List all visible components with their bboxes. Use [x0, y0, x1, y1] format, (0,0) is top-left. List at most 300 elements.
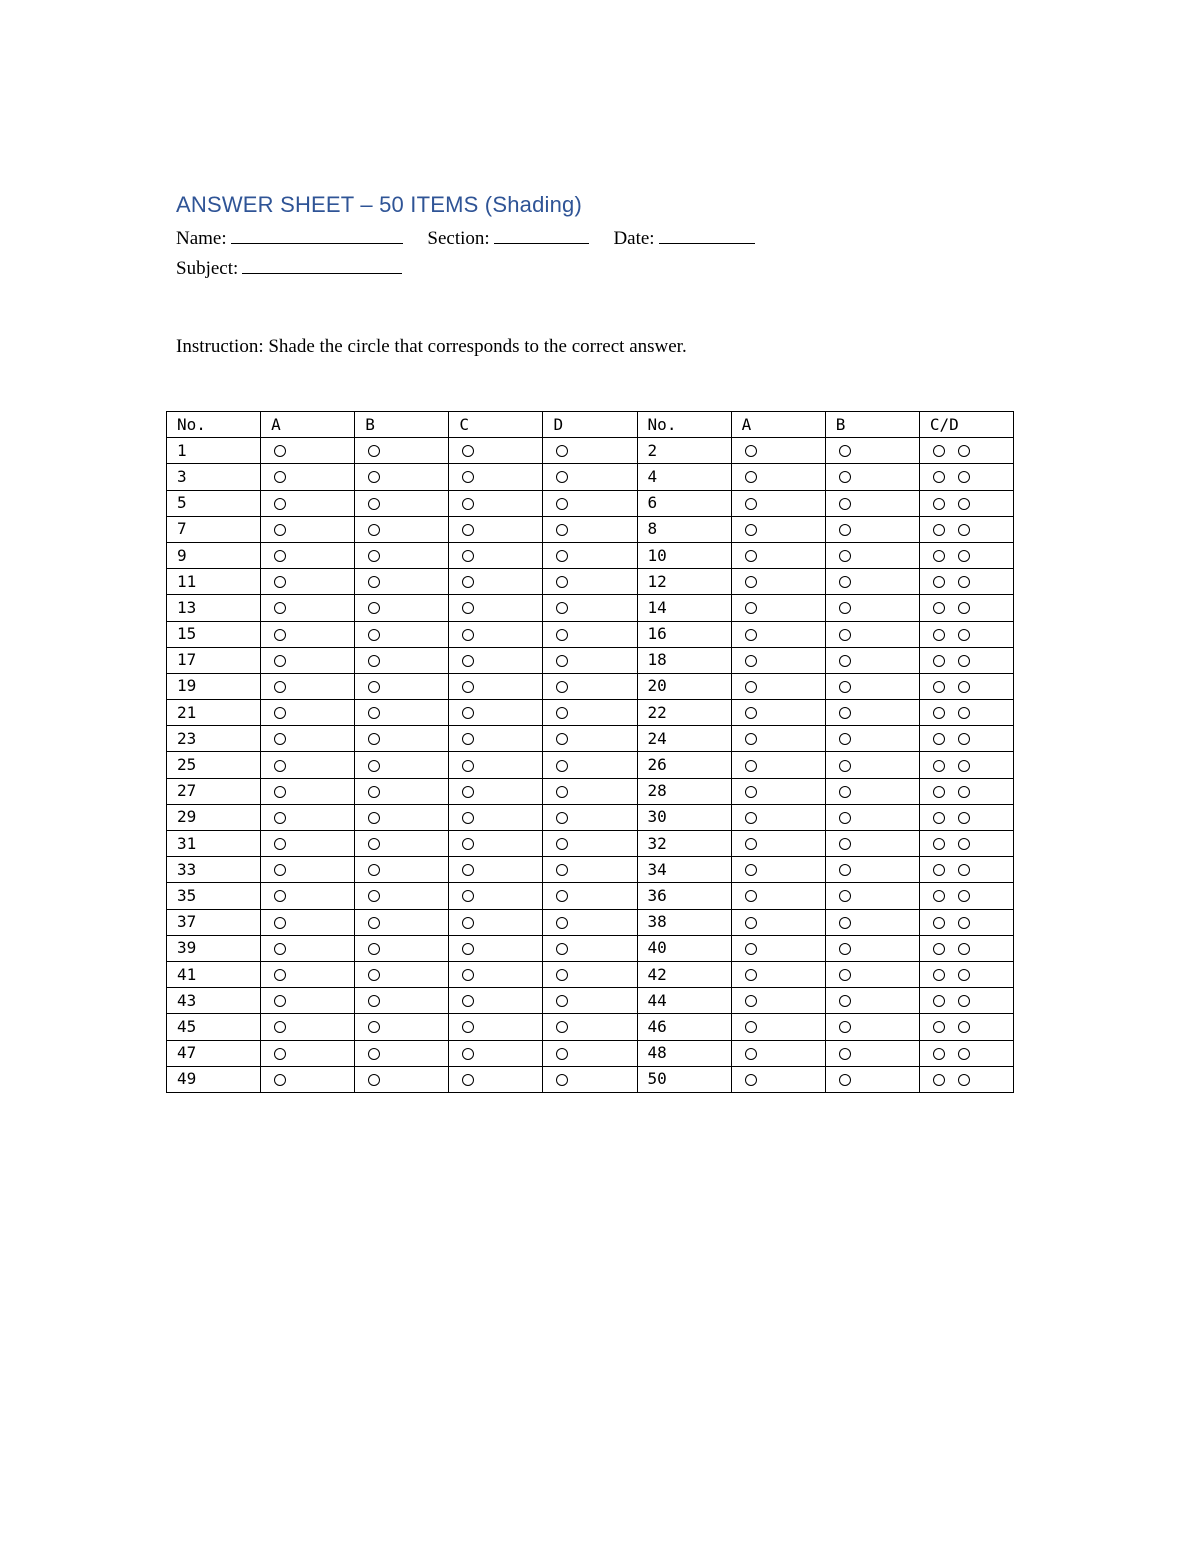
empty-circle-icon[interactable] — [958, 1021, 970, 1033]
empty-circle-icon[interactable] — [958, 812, 970, 824]
answer-cell-c-d — [919, 988, 1013, 1014]
answer-cell-a — [261, 700, 355, 726]
empty-circle-icon[interactable] — [745, 655, 757, 667]
empty-circle-icon[interactable] — [274, 576, 286, 588]
empty-circle-icon[interactable] — [745, 707, 757, 719]
empty-circle-icon[interactable] — [274, 471, 286, 483]
answer-cell-a — [731, 464, 825, 490]
empty-circle-icon[interactable] — [274, 1021, 286, 1033]
answer-cell-a — [731, 647, 825, 673]
empty-circle-icon[interactable] — [274, 812, 286, 824]
empty-circle-icon[interactable] — [933, 1048, 945, 1060]
empty-circle-icon[interactable] — [462, 576, 474, 588]
answer-cell-c — [449, 883, 543, 909]
empty-circle-icon[interactable] — [745, 524, 757, 536]
empty-circle-icon[interactable] — [745, 864, 757, 876]
empty-circle-icon[interactable] — [556, 471, 568, 483]
empty-circle-icon[interactable] — [556, 681, 568, 693]
empty-circle-icon[interactable] — [933, 524, 945, 536]
empty-circle-icon[interactable] — [839, 943, 851, 955]
answer-cell-a — [731, 961, 825, 987]
empty-circle-icon[interactable] — [556, 917, 568, 929]
empty-circle-icon[interactable] — [556, 707, 568, 719]
empty-circle-icon[interactable] — [933, 602, 945, 614]
empty-circle-icon[interactable] — [462, 655, 474, 667]
answer-cell-b — [825, 438, 919, 464]
empty-circle-icon[interactable] — [368, 602, 380, 614]
answer-cell-c — [449, 1040, 543, 1066]
empty-circle-icon[interactable] — [462, 786, 474, 798]
empty-circle-icon[interactable] — [933, 838, 945, 850]
table-row — [167, 542, 1014, 568]
table-row — [167, 988, 1014, 1014]
answer-cell-c — [449, 935, 543, 961]
empty-circle-icon[interactable] — [462, 969, 474, 981]
item-number: 10 — [637, 542, 731, 568]
empty-circle-icon[interactable] — [933, 655, 945, 667]
date-field[interactable] — [613, 228, 754, 250]
item-number: 43 — [167, 988, 261, 1014]
empty-circle-icon[interactable] — [368, 550, 380, 562]
answer-cell-d — [543, 804, 637, 830]
empty-circle-icon[interactable] — [958, 681, 970, 693]
empty-circle-icon[interactable] — [368, 812, 380, 824]
answer-cell-a — [261, 464, 355, 490]
empty-circle-icon[interactable] — [933, 471, 945, 483]
empty-circle-icon[interactable] — [933, 550, 945, 562]
empty-circle-icon[interactable] — [368, 969, 380, 981]
date-blank-line[interactable] — [659, 228, 755, 244]
answer-cell-a — [261, 438, 355, 464]
empty-circle-icon[interactable] — [462, 838, 474, 850]
answer-cell-a — [261, 752, 355, 778]
empty-circle-icon[interactable] — [958, 524, 970, 536]
empty-circle-icon[interactable] — [958, 576, 970, 588]
empty-circle-icon[interactable] — [839, 1048, 851, 1060]
empty-circle-icon[interactable] — [556, 576, 568, 588]
answer-cell-b — [825, 542, 919, 568]
empty-circle-icon[interactable] — [462, 550, 474, 562]
empty-circle-icon[interactable] — [839, 471, 851, 483]
empty-circle-icon[interactable] — [745, 1021, 757, 1033]
empty-circle-icon[interactable] — [839, 1074, 851, 1086]
answer-cell-b — [825, 1066, 919, 1092]
table-header-row — [167, 412, 1014, 438]
empty-circle-icon[interactable] — [556, 969, 568, 981]
empty-circle-icon[interactable] — [462, 917, 474, 929]
empty-circle-icon[interactable] — [368, 707, 380, 719]
empty-circle-icon[interactable] — [933, 445, 945, 457]
empty-circle-icon[interactable] — [368, 629, 380, 641]
item-number: 3 — [167, 464, 261, 490]
item-number: 39 — [167, 935, 261, 961]
empty-circle-icon[interactable] — [839, 445, 851, 457]
item-number: 24 — [637, 726, 731, 752]
empty-circle-icon[interactable] — [462, 629, 474, 641]
empty-circle-icon[interactable] — [274, 943, 286, 955]
empty-circle-icon[interactable] — [274, 681, 286, 693]
empty-circle-icon[interactable] — [274, 655, 286, 667]
empty-circle-icon[interactable] — [274, 1074, 286, 1086]
empty-circle-icon[interactable] — [839, 917, 851, 929]
answer-cell-a — [261, 490, 355, 516]
name-field[interactable] — [176, 228, 403, 250]
empty-circle-icon[interactable] — [839, 681, 851, 693]
section-label: Section: — [427, 228, 490, 249]
empty-circle-icon[interactable] — [556, 995, 568, 1007]
empty-circle-icon[interactable] — [958, 995, 970, 1007]
empty-circle-icon[interactable] — [462, 445, 474, 457]
empty-circle-icon[interactable] — [462, 681, 474, 693]
empty-circle-icon[interactable] — [958, 786, 970, 798]
empty-circle-icon[interactable] — [274, 760, 286, 772]
answer-cell-a — [731, 569, 825, 595]
empty-circle-icon[interactable] — [462, 524, 474, 536]
empty-circle-icon[interactable] — [556, 629, 568, 641]
empty-circle-icon[interactable] — [839, 864, 851, 876]
empty-circle-icon[interactable] — [274, 1048, 286, 1060]
empty-circle-icon[interactable] — [933, 812, 945, 824]
answer-cell-c — [449, 1014, 543, 1040]
answer-cell-c — [449, 647, 543, 673]
table-row — [167, 516, 1014, 542]
empty-circle-icon[interactable] — [839, 550, 851, 562]
empty-circle-icon[interactable] — [462, 1021, 474, 1033]
empty-circle-icon[interactable] — [462, 471, 474, 483]
answer-cell-a — [731, 595, 825, 621]
empty-circle-icon[interactable] — [556, 655, 568, 667]
header-cell: B — [355, 412, 449, 438]
empty-circle-icon[interactable] — [556, 838, 568, 850]
empty-circle-icon[interactable] — [933, 760, 945, 772]
empty-circle-icon[interactable] — [368, 995, 380, 1007]
item-number: 45 — [167, 1014, 261, 1040]
empty-circle-icon[interactable] — [745, 681, 757, 693]
empty-circle-icon[interactable] — [556, 445, 568, 457]
empty-circle-icon[interactable] — [274, 995, 286, 1007]
page-title: ANSWER SHEET – 50 ITEMS (Shading) — [176, 192, 582, 217]
answer-cell-b — [825, 909, 919, 935]
empty-circle-icon[interactable] — [958, 864, 970, 876]
empty-circle-icon[interactable] — [933, 733, 945, 745]
empty-circle-icon[interactable] — [958, 445, 970, 457]
empty-circle-icon[interactable] — [556, 1048, 568, 1060]
empty-circle-icon[interactable] — [839, 995, 851, 1007]
empty-circle-icon[interactable] — [839, 576, 851, 588]
empty-circle-icon[interactable] — [556, 550, 568, 562]
answer-cell-a — [731, 883, 825, 909]
empty-circle-icon[interactable] — [274, 969, 286, 981]
table-row — [167, 831, 1014, 857]
item-number: 18 — [637, 647, 731, 673]
empty-circle-icon[interactable] — [958, 655, 970, 667]
table-row — [167, 569, 1014, 595]
empty-circle-icon[interactable] — [556, 524, 568, 536]
empty-circle-icon[interactable] — [274, 602, 286, 614]
empty-circle-icon[interactable] — [933, 917, 945, 929]
header-cell: C — [449, 412, 543, 438]
empty-circle-icon[interactable] — [745, 445, 757, 457]
answer-cell-a — [731, 621, 825, 647]
answer-cell-b — [825, 1040, 919, 1066]
empty-circle-icon[interactable] — [745, 1048, 757, 1060]
answer-cell-d — [543, 883, 637, 909]
empty-circle-icon[interactable] — [958, 471, 970, 483]
empty-circle-icon[interactable] — [933, 786, 945, 798]
empty-circle-icon[interactable] — [839, 498, 851, 510]
table-row — [167, 438, 1014, 464]
empty-circle-icon[interactable] — [556, 786, 568, 798]
answer-cell-d — [543, 595, 637, 621]
empty-circle-icon[interactable] — [933, 943, 945, 955]
answer-cell-c — [449, 700, 543, 726]
empty-circle-icon[interactable] — [556, 733, 568, 745]
empty-circle-icon[interactable] — [556, 498, 568, 510]
empty-circle-icon[interactable] — [368, 471, 380, 483]
empty-circle-icon[interactable] — [556, 1074, 568, 1086]
answer-cell-c-d — [919, 961, 1013, 987]
empty-circle-icon[interactable] — [958, 707, 970, 719]
section-blank-line[interactable] — [494, 228, 589, 244]
empty-circle-icon[interactable] — [274, 629, 286, 641]
empty-circle-icon[interactable] — [958, 498, 970, 510]
answer-table — [166, 411, 1014, 1093]
empty-circle-icon[interactable] — [462, 995, 474, 1007]
empty-circle-icon[interactable] — [745, 995, 757, 1007]
empty-circle-icon[interactable] — [462, 890, 474, 902]
empty-circle-icon[interactable] — [368, 943, 380, 955]
empty-circle-icon[interactable] — [368, 1048, 380, 1060]
empty-circle-icon[interactable] — [839, 969, 851, 981]
answer-cell-b — [825, 831, 919, 857]
empty-circle-icon[interactable] — [745, 760, 757, 772]
empty-circle-icon[interactable] — [958, 629, 970, 641]
empty-circle-icon[interactable] — [839, 524, 851, 536]
answer-cell-c — [449, 490, 543, 516]
empty-circle-icon[interactable] — [368, 1074, 380, 1086]
empty-circle-icon[interactable] — [958, 733, 970, 745]
answer-cell-c-d — [919, 831, 1013, 857]
item-number: 50 — [637, 1066, 731, 1092]
empty-circle-icon[interactable] — [368, 917, 380, 929]
empty-circle-icon[interactable] — [274, 524, 286, 536]
empty-circle-icon[interactable] — [274, 864, 286, 876]
empty-circle-icon[interactable] — [933, 864, 945, 876]
answer-cell-b — [825, 700, 919, 726]
empty-circle-icon[interactable] — [745, 629, 757, 641]
answer-cell-d — [543, 516, 637, 542]
empty-circle-icon[interactable] — [839, 629, 851, 641]
instruction-text: Instruction: Shade the circle that corresponds to the correct answer. — [176, 336, 687, 357]
empty-circle-icon[interactable] — [462, 733, 474, 745]
answer-cell-c-d — [919, 883, 1013, 909]
answer-cell-b — [355, 621, 449, 647]
empty-circle-icon[interactable] — [368, 681, 380, 693]
answer-cell-a — [731, 752, 825, 778]
answer-cell-a — [261, 569, 355, 595]
answer-cell-c-d — [919, 1040, 1013, 1066]
empty-circle-icon[interactable] — [462, 707, 474, 719]
empty-circle-icon[interactable] — [745, 498, 757, 510]
empty-circle-icon[interactable] — [933, 969, 945, 981]
item-number: 37 — [167, 909, 261, 935]
empty-circle-icon[interactable] — [933, 707, 945, 719]
empty-circle-icon[interactable] — [839, 838, 851, 850]
empty-circle-icon[interactable] — [958, 760, 970, 772]
empty-circle-icon[interactable] — [839, 655, 851, 667]
empty-circle-icon[interactable] — [274, 707, 286, 719]
empty-circle-icon[interactable] — [839, 733, 851, 745]
empty-circle-icon[interactable] — [274, 917, 286, 929]
empty-circle-icon[interactable] — [462, 943, 474, 955]
empty-circle-icon[interactable] — [745, 550, 757, 562]
empty-circle-icon[interactable] — [274, 838, 286, 850]
empty-circle-icon[interactable] — [368, 524, 380, 536]
answer-cell-c-d — [919, 490, 1013, 516]
item-number: 12 — [637, 569, 731, 595]
empty-circle-icon[interactable] — [368, 760, 380, 772]
empty-circle-icon[interactable] — [933, 890, 945, 902]
empty-circle-icon[interactable] — [462, 760, 474, 772]
answer-cell-c-d — [919, 621, 1013, 647]
item-number: 15 — [167, 621, 261, 647]
empty-circle-icon[interactable] — [462, 1074, 474, 1086]
empty-circle-icon[interactable] — [745, 838, 757, 850]
answer-cell-a — [731, 542, 825, 568]
empty-circle-icon[interactable] — [274, 890, 286, 902]
answer-cell-b — [825, 883, 919, 909]
empty-circle-icon[interactable] — [462, 1048, 474, 1060]
empty-circle-icon[interactable] — [274, 498, 286, 510]
section-field[interactable] — [427, 228, 588, 250]
answer-cell-a — [261, 831, 355, 857]
item-number: 26 — [637, 752, 731, 778]
empty-circle-icon[interactable] — [556, 864, 568, 876]
answer-cell-d — [543, 490, 637, 516]
empty-circle-icon[interactable] — [933, 576, 945, 588]
empty-circle-icon[interactable] — [368, 890, 380, 902]
empty-circle-icon[interactable] — [839, 760, 851, 772]
empty-circle-icon[interactable] — [462, 498, 474, 510]
empty-circle-icon[interactable] — [274, 786, 286, 798]
empty-circle-icon[interactable] — [745, 890, 757, 902]
table-row — [167, 909, 1014, 935]
empty-circle-icon[interactable] — [745, 812, 757, 824]
empty-circle-icon[interactable] — [556, 1021, 568, 1033]
empty-circle-icon[interactable] — [556, 602, 568, 614]
answer-cell-b — [355, 883, 449, 909]
answer-cell-b — [355, 1040, 449, 1066]
empty-circle-icon[interactable] — [958, 1074, 970, 1086]
item-number: 16 — [637, 621, 731, 647]
answer-cell-c — [449, 438, 543, 464]
empty-circle-icon[interactable] — [556, 943, 568, 955]
empty-circle-icon[interactable] — [745, 471, 757, 483]
empty-circle-icon[interactable] — [274, 550, 286, 562]
empty-circle-icon[interactable] — [368, 786, 380, 798]
empty-circle-icon[interactable] — [958, 890, 970, 902]
empty-circle-icon[interactable] — [745, 969, 757, 981]
empty-circle-icon[interactable] — [368, 655, 380, 667]
empty-circle-icon[interactable] — [462, 864, 474, 876]
answer-cell-c-d — [919, 647, 1013, 673]
empty-circle-icon[interactable] — [958, 917, 970, 929]
name-blank-line[interactable] — [231, 228, 403, 244]
empty-circle-icon[interactable] — [556, 890, 568, 902]
empty-circle-icon[interactable] — [745, 1074, 757, 1086]
empty-circle-icon[interactable] — [839, 890, 851, 902]
subject-field[interactable] — [176, 258, 402, 280]
empty-circle-icon[interactable] — [839, 1021, 851, 1033]
answer-cell-a — [731, 1066, 825, 1092]
empty-circle-icon[interactable] — [745, 917, 757, 929]
empty-circle-icon[interactable] — [368, 733, 380, 745]
empty-circle-icon[interactable] — [274, 445, 286, 457]
subject-blank-line[interactable] — [242, 258, 402, 274]
answer-cell-c — [449, 752, 543, 778]
empty-circle-icon[interactable] — [368, 445, 380, 457]
empty-circle-icon[interactable] — [839, 602, 851, 614]
empty-circle-icon[interactable] — [462, 602, 474, 614]
answer-cell-c-d — [919, 804, 1013, 830]
table-row — [167, 673, 1014, 699]
answer-cell-a — [731, 935, 825, 961]
empty-circle-icon[interactable] — [745, 733, 757, 745]
empty-circle-icon[interactable] — [839, 812, 851, 824]
empty-circle-icon[interactable] — [368, 576, 380, 588]
empty-circle-icon[interactable] — [958, 550, 970, 562]
empty-circle-icon[interactable] — [368, 1021, 380, 1033]
answer-cell-a — [731, 909, 825, 935]
empty-circle-icon[interactable] — [933, 498, 945, 510]
answer-cell-c — [449, 778, 543, 804]
item-number: 44 — [637, 988, 731, 1014]
empty-circle-icon[interactable] — [839, 707, 851, 719]
empty-circle-icon[interactable] — [958, 602, 970, 614]
empty-circle-icon[interactable] — [556, 760, 568, 772]
empty-circle-icon[interactable] — [556, 812, 568, 824]
empty-circle-icon[interactable] — [462, 812, 474, 824]
empty-circle-icon[interactable] — [933, 681, 945, 693]
answer-cell-b — [355, 464, 449, 490]
empty-circle-icon[interactable] — [933, 1021, 945, 1033]
empty-circle-icon[interactable] — [839, 786, 851, 798]
empty-circle-icon[interactable] — [745, 602, 757, 614]
empty-circle-icon[interactable] — [958, 838, 970, 850]
empty-circle-icon[interactable] — [368, 838, 380, 850]
empty-circle-icon[interactable] — [958, 943, 970, 955]
empty-circle-icon[interactable] — [368, 498, 380, 510]
empty-circle-icon[interactable] — [958, 969, 970, 981]
answer-cell-d — [543, 569, 637, 595]
empty-circle-icon[interactable] — [745, 576, 757, 588]
answer-cell-b — [355, 1014, 449, 1040]
empty-circle-icon[interactable] — [274, 733, 286, 745]
answer-cell-b — [355, 516, 449, 542]
answer-cell-a — [731, 490, 825, 516]
answer-cell-c — [449, 857, 543, 883]
empty-circle-icon[interactable] — [368, 864, 380, 876]
empty-circle-icon[interactable] — [745, 786, 757, 798]
empty-circle-icon[interactable] — [933, 995, 945, 1007]
empty-circle-icon[interactable] — [745, 943, 757, 955]
item-number: 6 — [637, 490, 731, 516]
empty-circle-icon[interactable] — [933, 629, 945, 641]
empty-circle-icon[interactable] — [933, 1074, 945, 1086]
table-row — [167, 595, 1014, 621]
empty-circle-icon[interactable] — [958, 1048, 970, 1060]
answer-cell-c-d — [919, 673, 1013, 699]
